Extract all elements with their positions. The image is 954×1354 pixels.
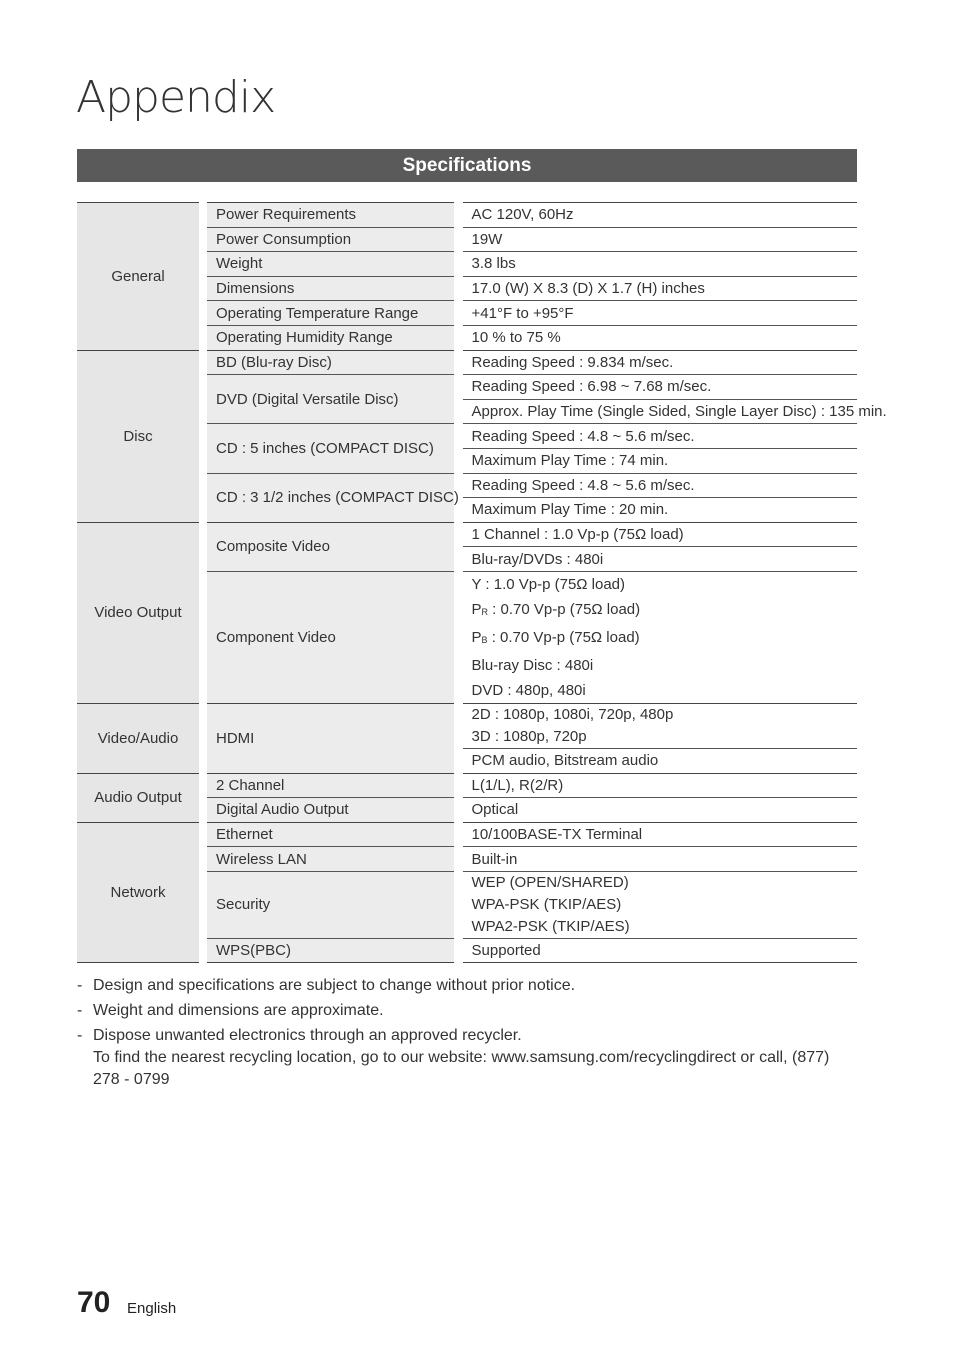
spec-value: Optical bbox=[458, 798, 857, 823]
list-item: - Dispose unwanted electronics through an approved recycler. To find the nearest recycling location, go to our website: www.samsung.com/recyclingdirect or call, (877) 278 - 0799 bbox=[77, 1027, 830, 1088]
list-item: - Weight and dimensions are approximate. bbox=[77, 1002, 384, 1019]
spec-item-label: Power Requirements bbox=[203, 203, 458, 228]
security-wpa2: WPA2-PSK (TKIP/AES) bbox=[471, 917, 630, 935]
security-wep: WEP (OPEN/SHARED) bbox=[471, 873, 629, 891]
spec-item-label: Dimensions bbox=[203, 276, 458, 301]
hdmi-line-3d: 3D : 1080p, 720p bbox=[471, 727, 587, 745]
list-item: - Design and specifications are subject to change without prior notice. bbox=[77, 977, 576, 994]
spec-value: Reading Speed : 4.8 ~ 5.6 m/sec. bbox=[458, 473, 857, 498]
spec-item-label: Security bbox=[203, 871, 458, 938]
spec-item-label: Composite Video bbox=[203, 522, 458, 571]
spec-value: L(1/L), R(2/R) bbox=[458, 773, 857, 798]
page-language: English bbox=[127, 1300, 177, 1317]
spec-value: +41°F to +95°F bbox=[458, 301, 857, 326]
spec-item-label: Wireless LAN bbox=[203, 847, 458, 872]
spec-value: 19W bbox=[458, 227, 857, 252]
table-row bbox=[77, 773, 857, 798]
spec-item-label: WPS(PBC) bbox=[203, 938, 458, 963]
spec-value: Reading Speed : 9.834 m/sec. bbox=[458, 350, 857, 375]
spec-item-label: CD : 5 inches (COMPACT DISC) bbox=[203, 424, 458, 473]
component-y: Y : 1.0 Vp-p (75Ω load) bbox=[471, 575, 626, 593]
spec-value: Reading Speed : 4.8 ~ 5.6 m/sec. bbox=[458, 424, 857, 449]
hdmi-line-2d: 2D : 1080p, 1080i, 720p, 480p bbox=[471, 705, 674, 723]
spec-value: Reading Speed : 6.98 ~ 7.68 m/sec. bbox=[458, 375, 857, 400]
spec-item-label: DVD (Digital Versatile Disc) bbox=[203, 375, 458, 424]
spec-value: 3.8 lbs bbox=[458, 252, 857, 277]
spec-value: Maximum Play Time : 74 min. bbox=[458, 448, 857, 473]
page-number: 70 bbox=[77, 1286, 111, 1319]
category-video-audio: Video/Audio bbox=[77, 703, 203, 773]
spec-value: Approx. Play Time (Single Sided, Single Layer Disc) : 135 min. bbox=[458, 399, 857, 424]
spec-value: Maximum Play Time : 20 min. bbox=[458, 498, 857, 523]
spec-item-label: Weight bbox=[203, 252, 458, 277]
spec-item-label: Component Video bbox=[203, 571, 458, 703]
table-row bbox=[77, 203, 857, 228]
category-video-output: Video Output bbox=[77, 522, 203, 703]
category-network: Network bbox=[77, 822, 203, 963]
table-row bbox=[77, 822, 857, 847]
category-disc: Disc bbox=[77, 350, 203, 522]
spec-value: AC 120V, 60Hz bbox=[458, 203, 857, 228]
spec-value: PCM audio, Bitstream audio bbox=[458, 748, 857, 773]
table-row bbox=[77, 703, 857, 748]
component-dvd: DVD : 480p, 480i bbox=[471, 681, 586, 699]
component-pr: PR : 0.70 Vp-p (75Ω load) bbox=[471, 600, 641, 618]
spec-item-label: 2 Channel bbox=[203, 773, 458, 798]
spec-item-label: Operating Temperature Range bbox=[203, 301, 458, 326]
spec-value: 10/100BASE-TX Terminal bbox=[458, 822, 857, 847]
category-audio-output: Audio Output bbox=[77, 773, 203, 822]
spec-value: Built-in bbox=[458, 847, 857, 872]
spec-item-label: HDMI bbox=[203, 703, 458, 773]
spec-item-label: BD (Blu-ray Disc) bbox=[203, 350, 458, 375]
component-pb: PB : 0.70 Vp-p (75Ω load) bbox=[471, 628, 640, 646]
category-general: General bbox=[77, 203, 203, 351]
spec-item-label: CD : 3 1/2 inches (COMPACT DISC) bbox=[203, 473, 458, 522]
section-header-specifications: Specifications bbox=[77, 149, 857, 182]
spec-value: 1 Channel : 1.0 Vp-p (75Ω load) bbox=[458, 522, 857, 547]
spec-item-label: Operating Humidity Range bbox=[203, 325, 458, 350]
page-title: Appendix bbox=[76, 72, 276, 123]
table-row bbox=[77, 522, 857, 547]
component-bluray: Blu-ray Disc : 480i bbox=[471, 656, 594, 674]
spec-item-label: Power Consumption bbox=[203, 227, 458, 252]
footnotes-list bbox=[77, 975, 857, 1094]
spec-value-component bbox=[458, 571, 857, 703]
spec-value bbox=[458, 703, 857, 748]
spec-value: 10 % to 75 % bbox=[458, 325, 857, 350]
spec-value: 17.0 (W) X 8.3 (D) X 1.7 (H) inches bbox=[458, 276, 857, 301]
specifications-table bbox=[77, 202, 887, 963]
recycling-info: To find the nearest recycling location, go to our website: www.samsung.com/recyclingdirect or call, (877) 278 - 0799 bbox=[93, 1049, 830, 1088]
spec-value: Supported bbox=[458, 938, 857, 963]
spec-item-label: Digital Audio Output bbox=[203, 798, 458, 823]
table-row bbox=[77, 350, 857, 375]
security-wpa: WPA-PSK (TKIP/AES) bbox=[471, 895, 622, 913]
spec-value bbox=[458, 871, 857, 938]
spec-item-label: Ethernet bbox=[203, 822, 458, 847]
spec-value: Blu-ray/DVDs : 480i bbox=[458, 547, 857, 572]
